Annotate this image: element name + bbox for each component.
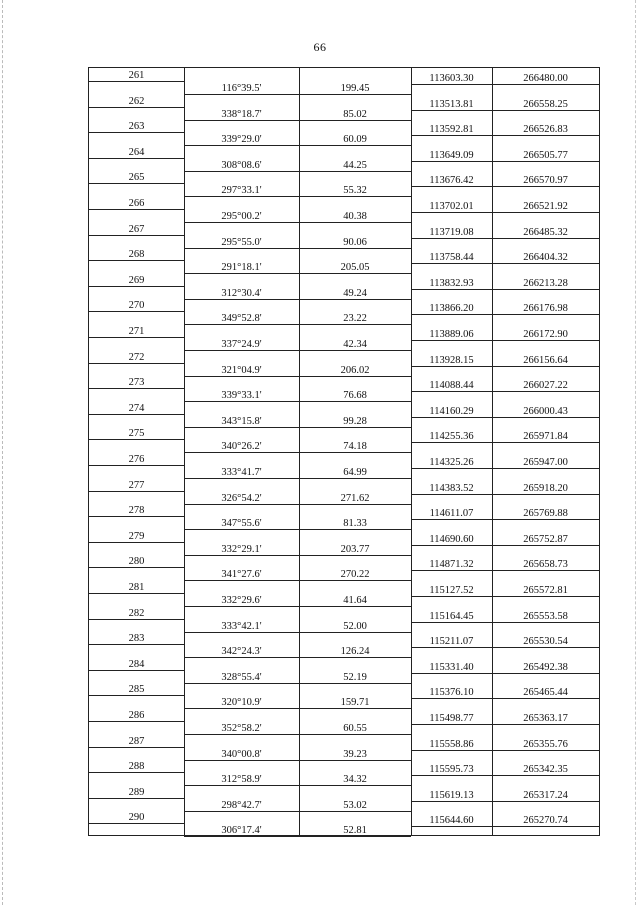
row-rule (184, 836, 411, 837)
row-rule (411, 442, 599, 443)
row-rule (184, 222, 411, 223)
point-number: 283 (128, 633, 145, 645)
row-rule (89, 81, 184, 82)
x-coordinate: 113928.15 (429, 354, 474, 366)
y-coordinate: 266558.25 (523, 98, 568, 110)
y-coordinate: 265530.54 (523, 636, 568, 648)
y-coordinate: 265317.24 (523, 789, 568, 801)
direction-angle: 340°00.8' (221, 748, 262, 760)
row-rule (89, 414, 184, 415)
row-rule (184, 145, 411, 146)
row-rule (89, 721, 184, 722)
x-coordinate: 113513.81 (429, 98, 474, 110)
row-rule (411, 724, 599, 725)
x-coordinate: 114871.32 (429, 559, 474, 571)
y-coordinate: 265492.38 (523, 661, 568, 673)
x-coordinate: 115164.45 (429, 610, 474, 622)
segment-length: 74.18 (343, 441, 367, 453)
direction-angle: 339°29.0' (221, 134, 262, 146)
segment-length: 159.71 (340, 697, 370, 709)
segment-length: 205.05 (340, 262, 370, 274)
row-rule (89, 311, 184, 312)
y-coordinate: 265363.17 (523, 713, 568, 724)
y-coordinate: 265752.87 (523, 533, 568, 545)
y-coordinate: 265355.76 (523, 738, 568, 750)
segment-length: 90.06 (343, 236, 367, 248)
point-number: 265 (128, 172, 145, 184)
y-coordinate: 265465.44 (523, 687, 568, 699)
point-number: 285 (128, 684, 145, 696)
row-rule (411, 84, 599, 85)
x-coordinate: 114611.07 (429, 508, 474, 520)
direction-angle: 337°24.9' (221, 339, 262, 350)
point-number: 281 (128, 582, 145, 593)
row-rule (89, 670, 184, 671)
direction-angle: 349°52.8' (221, 313, 262, 325)
row-rule (89, 158, 184, 159)
segment-length: 52.81 (343, 825, 367, 837)
row-rule (89, 593, 184, 594)
row-rule (184, 734, 411, 735)
direction-angle: 332°29.6' (221, 595, 262, 606)
row-rule (184, 94, 411, 95)
row-rule (411, 366, 599, 367)
y-coordinate: 265947.00 (523, 457, 568, 468)
x-coordinate: 114088.44 (429, 380, 474, 392)
point-number: 282 (128, 607, 145, 619)
x-coordinate: 115595.73 (429, 764, 474, 776)
row-rule (411, 775, 599, 776)
row-rule (89, 516, 184, 517)
point-number: 272 (128, 351, 145, 363)
row-rule (89, 772, 184, 773)
x-coordinate: 114160.29 (429, 405, 474, 417)
segment-length: 44.25 (343, 159, 367, 171)
x-coordinate: 113832.93 (429, 277, 474, 289)
segment-length: 64.99 (343, 467, 367, 478)
segment-length: 203.77 (340, 543, 370, 555)
row-rule (184, 324, 411, 325)
scan-right-edge (635, 0, 637, 905)
point-number: 277 (128, 479, 145, 491)
segment-length: 23.22 (343, 313, 367, 325)
x-coordinate: 115127.52 (429, 585, 474, 596)
row-rule (411, 161, 599, 162)
direction-angle: 342°24.3' (221, 646, 262, 658)
row-rule (89, 183, 184, 184)
x-coordinate: 113889.06 (429, 329, 474, 340)
row-rule (184, 196, 411, 197)
segment-length: 60.09 (343, 134, 367, 146)
segment-length: 271.62 (340, 492, 370, 504)
row-rule (411, 596, 599, 597)
y-coordinate: 266000.43 (523, 405, 568, 417)
direction-angle: 298°42.7' (221, 799, 262, 811)
point-number: 284 (128, 658, 145, 670)
row-rule (184, 273, 411, 274)
segment-length: 34.32 (343, 774, 367, 786)
row-rule (184, 299, 411, 300)
y-coordinate: 266485.32 (523, 226, 568, 238)
row-rule (184, 376, 411, 377)
segment-length: 55.32 (343, 185, 367, 197)
row-rule (89, 542, 184, 543)
row-rule (89, 465, 184, 466)
point-number: 261 (128, 70, 145, 81)
point-number: 286 (128, 710, 145, 721)
row-rule (89, 235, 184, 236)
segment-length: 49.24 (343, 287, 367, 299)
row-rule (184, 580, 411, 581)
direction-angle: 347°55.6' (221, 518, 262, 530)
x-coordinate: 115331.40 (429, 661, 474, 673)
row-rule (411, 826, 599, 827)
row-rule (184, 427, 411, 428)
direction-angle: 295°00.2' (221, 211, 262, 222)
row-rule (184, 452, 411, 453)
segment-length: 199.45 (340, 83, 370, 94)
row-rule (89, 823, 184, 824)
point-number: 262 (128, 95, 145, 107)
y-coordinate: 266172.90 (523, 329, 568, 340)
y-coordinate: 265572.81 (523, 585, 568, 596)
row-rule (89, 567, 184, 568)
segment-length: 52.00 (343, 620, 367, 632)
direction-angle: 333°42.1' (221, 620, 262, 632)
row-rule (411, 110, 599, 111)
row-rule (184, 478, 411, 479)
row-rule (184, 657, 411, 658)
point-number: 290 (128, 812, 145, 824)
row-rule (89, 260, 184, 261)
page-number: 66 (313, 40, 327, 54)
direction-angle: 341°27.6' (221, 569, 262, 581)
y-coordinate: 265918.20 (523, 482, 568, 494)
row-rule (411, 468, 599, 469)
direction-angle: 326°54.2' (221, 492, 262, 504)
row-rule (184, 555, 411, 556)
y-coordinate: 266521.92 (523, 201, 568, 212)
segment-length: 99.28 (343, 415, 367, 427)
row-rule (184, 401, 411, 402)
x-coordinate: 115619.13 (429, 789, 474, 801)
row-rule (184, 350, 411, 351)
point-number: 267 (128, 223, 145, 235)
row-rule (411, 135, 599, 136)
row-rule (411, 622, 599, 623)
row-rule (184, 785, 411, 786)
y-coordinate: 266027.22 (523, 380, 568, 392)
row-rule (411, 673, 599, 674)
x-coordinate: 115644.60 (429, 815, 474, 827)
row-rule (184, 811, 411, 812)
y-coordinate: 266404.32 (523, 252, 568, 264)
row-rule (411, 494, 599, 495)
row-rule (89, 107, 184, 108)
point-number: 273 (128, 377, 145, 389)
x-coordinate: 115558.86 (429, 738, 474, 750)
segment-length: 206.02 (340, 364, 370, 376)
x-coordinate: 115376.10 (429, 687, 474, 699)
segment-length: 270.22 (340, 569, 370, 581)
row-rule (411, 212, 599, 213)
x-coordinate: 114255.36 (429, 431, 474, 443)
direction-angle: 297°33.1' (221, 185, 262, 197)
point-number: 276 (128, 454, 145, 465)
row-rule (89, 491, 184, 492)
x-coordinate: 114383.52 (429, 482, 474, 494)
row-rule (89, 747, 184, 748)
row-rule (411, 417, 599, 418)
point-number: 274 (128, 402, 145, 414)
row-rule (184, 632, 411, 633)
point-number: 275 (128, 428, 145, 440)
point-number: 278 (128, 505, 145, 517)
direction-angle: 321°04.9' (221, 364, 262, 376)
point-number: 287 (128, 735, 145, 747)
row-rule (89, 132, 184, 133)
segment-length: 85.02 (343, 108, 367, 120)
row-rule (184, 760, 411, 761)
row-rule (411, 698, 599, 699)
segment-length: 76.68 (343, 390, 367, 402)
direction-angle: 312°30.4' (221, 287, 262, 299)
point-number: 279 (128, 530, 145, 542)
row-rule (411, 519, 599, 520)
row-rule (411, 263, 599, 264)
row-rule (411, 545, 599, 546)
row-rule (411, 647, 599, 648)
point-number: 271 (128, 326, 145, 337)
x-coordinate: 113719.08 (429, 226, 474, 238)
row-rule (89, 388, 184, 389)
x-coordinate: 115498.77 (429, 713, 474, 724)
row-rule (184, 171, 411, 172)
y-coordinate: 266213.28 (523, 277, 568, 289)
y-coordinate: 265769.88 (523, 508, 568, 520)
y-coordinate: 265658.73 (523, 559, 568, 571)
x-coordinate: 113676.42 (429, 175, 474, 187)
segment-length: 53.02 (343, 799, 367, 811)
y-coordinate: 265342.35 (523, 764, 568, 776)
point-number: 266 (128, 198, 145, 209)
row-rule (184, 248, 411, 249)
row-rule (411, 186, 599, 187)
direction-angle: 332°29.1' (221, 543, 262, 555)
point-number: 280 (128, 556, 145, 568)
row-rule (184, 606, 411, 607)
row-rule (89, 363, 184, 364)
y-coordinate: 265553.58 (523, 610, 568, 622)
y-coordinate: 266505.77 (523, 149, 568, 161)
y-coordinate: 266176.98 (523, 303, 568, 315)
direction-angle: 340°26.2' (221, 441, 262, 453)
direction-angle: 339°33.1' (221, 390, 262, 402)
direction-angle: 308°08.6' (221, 159, 262, 171)
direction-angle: 352°58.2' (221, 723, 262, 734)
row-rule (411, 289, 599, 290)
point-number: 268 (128, 249, 145, 261)
segment-length: 42.34 (343, 339, 367, 350)
row-rule (411, 238, 599, 239)
row-rule (411, 570, 599, 571)
row-rule (411, 391, 599, 392)
x-coordinate: 113758.44 (429, 252, 474, 264)
row-rule (411, 340, 599, 341)
direction-angle: 320°10.9' (221, 697, 262, 709)
segment-length: 126.24 (340, 646, 370, 658)
row-rule (89, 695, 184, 696)
x-coordinate: 113866.20 (429, 303, 474, 315)
y-coordinate: 266156.64 (523, 354, 568, 366)
point-number: 289 (128, 786, 145, 798)
direction-angle: 343°15.8' (221, 415, 262, 427)
segment-length: 40.38 (343, 211, 367, 222)
row-rule (89, 439, 184, 440)
row-rule (184, 683, 411, 684)
row-rule (184, 504, 411, 505)
segment-length: 81.33 (343, 518, 367, 530)
point-number: 270 (128, 300, 145, 312)
point-number: 269 (128, 274, 145, 286)
point-number: 288 (128, 761, 145, 773)
row-rule (89, 619, 184, 620)
direction-angle: 116°39.5' (221, 83, 262, 94)
row-rule (184, 529, 411, 530)
row-rule (89, 286, 184, 287)
y-coordinate: 265971.84 (523, 431, 568, 443)
y-coordinate: 266480.00 (523, 73, 568, 84)
direction-angle: 338°18.7' (221, 108, 262, 120)
row-rule (184, 120, 411, 121)
point-number: 264 (128, 146, 145, 158)
y-coordinate: 265270.74 (523, 815, 568, 827)
direction-angle: 291°18.1' (221, 262, 262, 274)
scan-left-edge (2, 0, 4, 905)
row-rule (411, 750, 599, 751)
y-coordinate: 266570.97 (523, 175, 568, 187)
x-coordinate: 113702.01 (429, 201, 474, 212)
segment-length: 60.55 (343, 723, 367, 734)
row-rule (184, 708, 411, 709)
row-rule (89, 798, 184, 799)
coordinates-table (88, 67, 600, 836)
direction-angle: 333°41.7' (221, 467, 262, 478)
direction-angle: 306°17.4' (221, 825, 262, 837)
x-coordinate: 114325.26 (429, 457, 474, 468)
row-rule (89, 209, 184, 210)
x-coordinate: 114690.60 (429, 533, 474, 545)
x-coordinate: 113592.81 (429, 124, 474, 136)
x-coordinate: 113649.09 (429, 149, 474, 161)
row-rule (89, 644, 184, 645)
row-rule (411, 314, 599, 315)
segment-length: 39.23 (343, 748, 367, 760)
segment-length: 52.19 (343, 671, 367, 683)
row-rule (411, 801, 599, 802)
direction-angle: 312°58.9' (221, 774, 262, 786)
x-coordinate: 113603.30 (429, 73, 474, 84)
x-coordinate: 115211.07 (429, 636, 474, 648)
direction-angle: 295°55.0' (221, 236, 262, 248)
direction-angle: 328°55.4' (221, 671, 262, 683)
y-coordinate: 266526.83 (523, 124, 568, 136)
point-number: 263 (128, 121, 145, 133)
segment-length: 41.64 (343, 595, 367, 606)
row-rule (89, 337, 184, 338)
